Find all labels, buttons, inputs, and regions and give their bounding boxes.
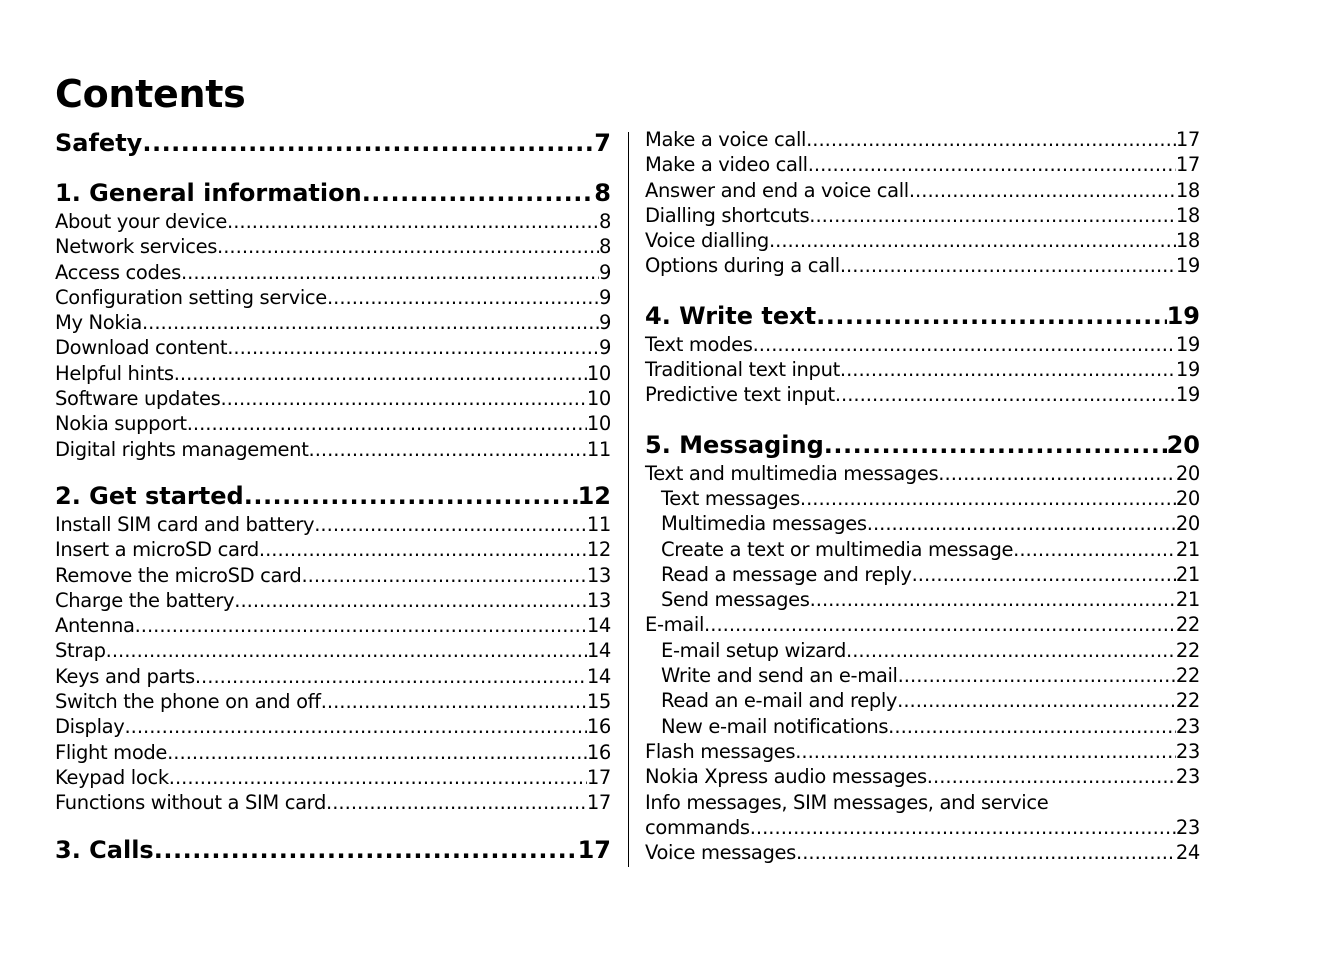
toc-subentry[interactable]: Read an e-mail and reply ..... 22: [645, 688, 1200, 713]
toc-entry[interactable]: My Nokia ..... 9: [55, 310, 611, 335]
toc-entry[interactable]: Nokia Xpress audio messages ..... 23: [645, 764, 1200, 789]
toc-heading-get-started[interactable]: 2. Get started ..... 12: [55, 480, 611, 512]
toc-entry[interactable]: Keypad lock ..... 17: [55, 765, 611, 790]
toc-entry[interactable]: About your device ..... 8: [55, 209, 611, 234]
page-title: Contents: [55, 72, 246, 116]
toc-entry[interactable]: Network services ..... 8: [55, 234, 611, 259]
toc-entry[interactable]: Dialling shortcuts ..... 18: [645, 203, 1200, 228]
toc-subentry[interactable]: New e-mail notifications ..... 23: [645, 714, 1200, 739]
toc-heading-calls[interactable]: 3. Calls ..... 17: [55, 834, 611, 866]
toc-entry[interactable]: Flight mode ..... 16: [55, 740, 611, 765]
toc-entry[interactable]: Charge the battery ..... 13: [55, 588, 611, 613]
toc-entry[interactable]: Display ..... 16: [55, 714, 611, 739]
toc-subentry[interactable]: E-mail setup wizard ..... 22: [645, 638, 1200, 663]
toc-entry[interactable]: Flash messages ..... 23: [645, 739, 1200, 764]
toc-heading-messaging[interactable]: 5. Messaging ..... 20: [645, 429, 1200, 461]
toc-entry[interactable]: Insert a microSD card ..... 12: [55, 537, 611, 562]
column-divider: [628, 132, 629, 867]
toc-entry[interactable]: Voice dialling ..... 18: [645, 228, 1200, 253]
toc-entry[interactable]: Make a voice call ..... 17: [645, 127, 1200, 152]
toc-entry[interactable]: commands ..... 23: [645, 815, 1200, 840]
toc-entry[interactable]: Remove the microSD card ..... 13: [55, 563, 611, 588]
toc-entry[interactable]: Keys and parts ..... 14: [55, 664, 611, 689]
toc-entry[interactable]: Functions without a SIM card ..... 17: [55, 790, 611, 815]
toc-entry[interactable]: Voice messages ..... 24: [645, 840, 1200, 865]
toc-right-column: [645, 127, 1200, 865]
toc-entry[interactable]: Make a video call ..... 17: [645, 152, 1200, 177]
toc-entry[interactable]: Options during a call ..... 19: [645, 253, 1200, 278]
toc-subentry[interactable]: Read a message and reply ..... 21: [645, 562, 1200, 587]
toc-left-column: [55, 127, 611, 866]
toc-entry[interactable]: Software updates ..... 10: [55, 386, 611, 411]
toc-heading-write-text[interactable]: 4. Write text ..... 19: [645, 300, 1200, 332]
toc-entry[interactable]: Digital rights management ..... 11: [55, 437, 611, 462]
toc-entry[interactable]: Predictive text input ..... 19: [645, 382, 1200, 407]
toc-subentry[interactable]: Multimedia messages ..... 20: [645, 511, 1200, 536]
toc-entry[interactable]: Answer and end a voice call ..... 18: [645, 178, 1200, 203]
toc-entry-wrapped-line[interactable]: Info messages, SIM messages, and service: [645, 790, 1049, 814]
toc-entry[interactable]: Text modes ..... 19: [645, 332, 1200, 357]
toc-subentry[interactable]: Write and send an e-mail ..... 22: [645, 663, 1200, 688]
toc-heading-general-information[interactable]: 1. General information ..... 8: [55, 177, 611, 209]
toc-subentry[interactable]: Send messages ..... 21: [645, 587, 1200, 612]
toc-entry[interactable]: Antenna ..... 14: [55, 613, 611, 638]
toc-subentry[interactable]: Text messages ..... 20: [645, 486, 1200, 511]
toc-entry[interactable]: Install SIM card and battery ..... 11: [55, 512, 611, 537]
toc-entry[interactable]: Access codes ..... 9: [55, 260, 611, 285]
toc-heading-safety[interactable]: Safety ..... 7: [55, 127, 611, 159]
toc-entry[interactable]: Text and multimedia messages ..... 20: [645, 461, 1200, 486]
toc-entry[interactable]: Nokia support ..... 10: [55, 411, 611, 436]
toc-entry[interactable]: Configuration setting service ..... 9: [55, 285, 611, 310]
toc-entry[interactable]: Switch the phone on and off ..... 15: [55, 689, 611, 714]
toc-subentry[interactable]: Create a text or multimedia message ..... 21: [645, 537, 1200, 562]
toc-entry[interactable]: Download content ..... 9: [55, 335, 611, 360]
toc-entry[interactable]: Strap ..... 14: [55, 638, 611, 663]
toc-entry[interactable]: Helpful hints ..... 10: [55, 361, 611, 386]
toc-entry[interactable]: Traditional text input ..... 19: [645, 357, 1200, 382]
toc-entry[interactable]: E-mail ..... 22: [645, 612, 1200, 637]
